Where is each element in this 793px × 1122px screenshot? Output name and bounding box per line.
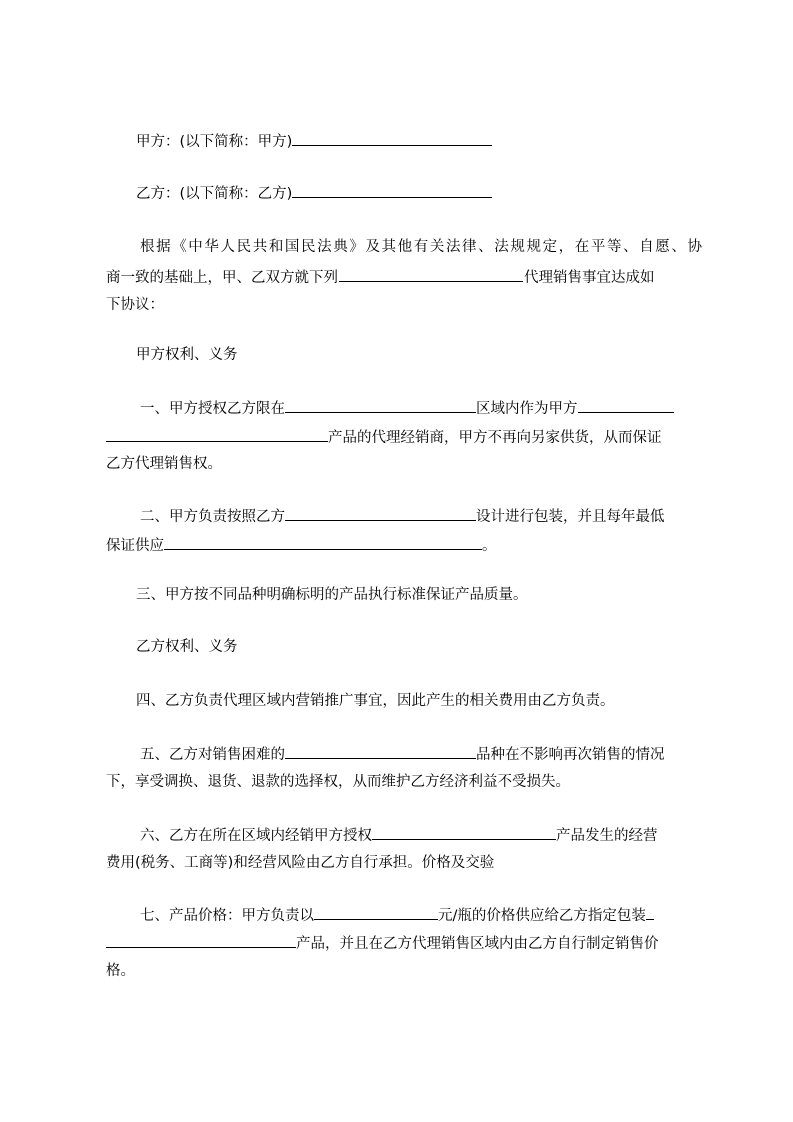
clause-1-line-1 bbox=[140, 399, 702, 418]
clause-6-line-2: 费用(税务、工商等)和经营风险由乙方自行承担。价格及交验 bbox=[106, 855, 495, 871]
clause-4: 四、乙方负责代理区域内营销推广事宜，因此产生的相关费用由乙方负责。 bbox=[136, 693, 615, 709]
intro-blank bbox=[339, 268, 523, 282]
clause-2-text-b: 设计进行包装，并且每年最低 bbox=[476, 509, 665, 525]
clause-7-line-3: 格。 bbox=[106, 963, 135, 979]
clause-2-text-a: 二、甲方负责按照乙方 bbox=[140, 509, 285, 525]
clause-7-text-b: 元/瓶的价格供应给乙方指定包装 bbox=[438, 908, 646, 924]
clause-1-blank-c bbox=[106, 428, 328, 442]
clause-6-text-b: 产品发生的经营 bbox=[556, 828, 658, 844]
intro-line-1: 根据《中华人民共和国民法典》及其他有关法律、法规规定，在平等、自愿、协 bbox=[140, 239, 702, 255]
intro-line-3: 下协议： bbox=[106, 297, 164, 313]
clause-1-line-3: 乙方代理销售权。 bbox=[106, 456, 222, 472]
party-a-blank bbox=[292, 132, 492, 146]
clause-7-text-c: 产品，并且在乙方代理销售区域内由乙方自行制定销售价 bbox=[296, 936, 659, 952]
clause-3: 三、甲方按不同品种明确标明的产品执行标准保证产品质量。 bbox=[136, 587, 528, 603]
section-b-title: 乙方权利、义务 bbox=[136, 639, 238, 655]
party-b-label: 乙方：(以下简称：乙方) bbox=[136, 186, 293, 202]
clause-7-line-1 bbox=[140, 906, 702, 925]
clause-7-text-a: 七、产品价格：甲方负责以 bbox=[140, 908, 314, 924]
clause-7-blank-c bbox=[106, 934, 296, 948]
clause-5-blank bbox=[285, 745, 476, 759]
clause-7-line-2 bbox=[106, 934, 702, 953]
clause-2-text-d: 。 bbox=[482, 538, 497, 554]
party-b-blank bbox=[292, 184, 492, 198]
clause-6-line-1 bbox=[140, 826, 702, 845]
clause-5-line-2: 下，享受调换、退货、退款的选择权，从而维护乙方经济利益不受损失。 bbox=[106, 774, 570, 790]
clause-2-line-2 bbox=[106, 536, 702, 555]
party-b-line bbox=[136, 184, 732, 203]
clause-2-line-1 bbox=[140, 507, 702, 526]
clause-5-text-a: 五、乙方对销售困难的 bbox=[140, 747, 285, 763]
section-a-title: 甲方权利、义务 bbox=[136, 347, 238, 363]
clause-7-blank-a bbox=[314, 906, 438, 920]
clause-2-blank-a bbox=[285, 507, 476, 521]
clause-1-text-a: 一、甲方授权乙方限在 bbox=[140, 401, 285, 417]
clause-5-text-b: 品种在不影响再次销售的情况 bbox=[476, 747, 665, 763]
clause-6-text-a: 六、乙方在所在区域内经销甲方授权 bbox=[140, 828, 372, 844]
party-a-label: 甲方：(以下简称：甲方) bbox=[136, 134, 293, 150]
clause-1-text-c: 产品的代理经销商，甲方不再向另家供货，从而保证 bbox=[328, 430, 662, 446]
clause-2-blank-b bbox=[164, 536, 482, 550]
party-a-line bbox=[136, 132, 732, 151]
clause-1-line-2 bbox=[106, 428, 702, 447]
clause-2-text-c: 保证供应 bbox=[106, 538, 164, 554]
clause-7-blank-b bbox=[646, 906, 654, 920]
clause-6-blank bbox=[372, 826, 556, 840]
clause-5-line-1 bbox=[140, 745, 702, 764]
clause-1-text-b: 区域内作为甲方 bbox=[476, 401, 578, 417]
intro-text-b: 代理销售事宜达成如 bbox=[524, 270, 655, 286]
intro-line-2 bbox=[106, 268, 702, 287]
clause-1-blank-b bbox=[578, 399, 674, 413]
clause-1-blank-a bbox=[285, 399, 476, 413]
intro-text-a: 商一致的基础上，甲、乙双方就下列 bbox=[106, 270, 338, 286]
